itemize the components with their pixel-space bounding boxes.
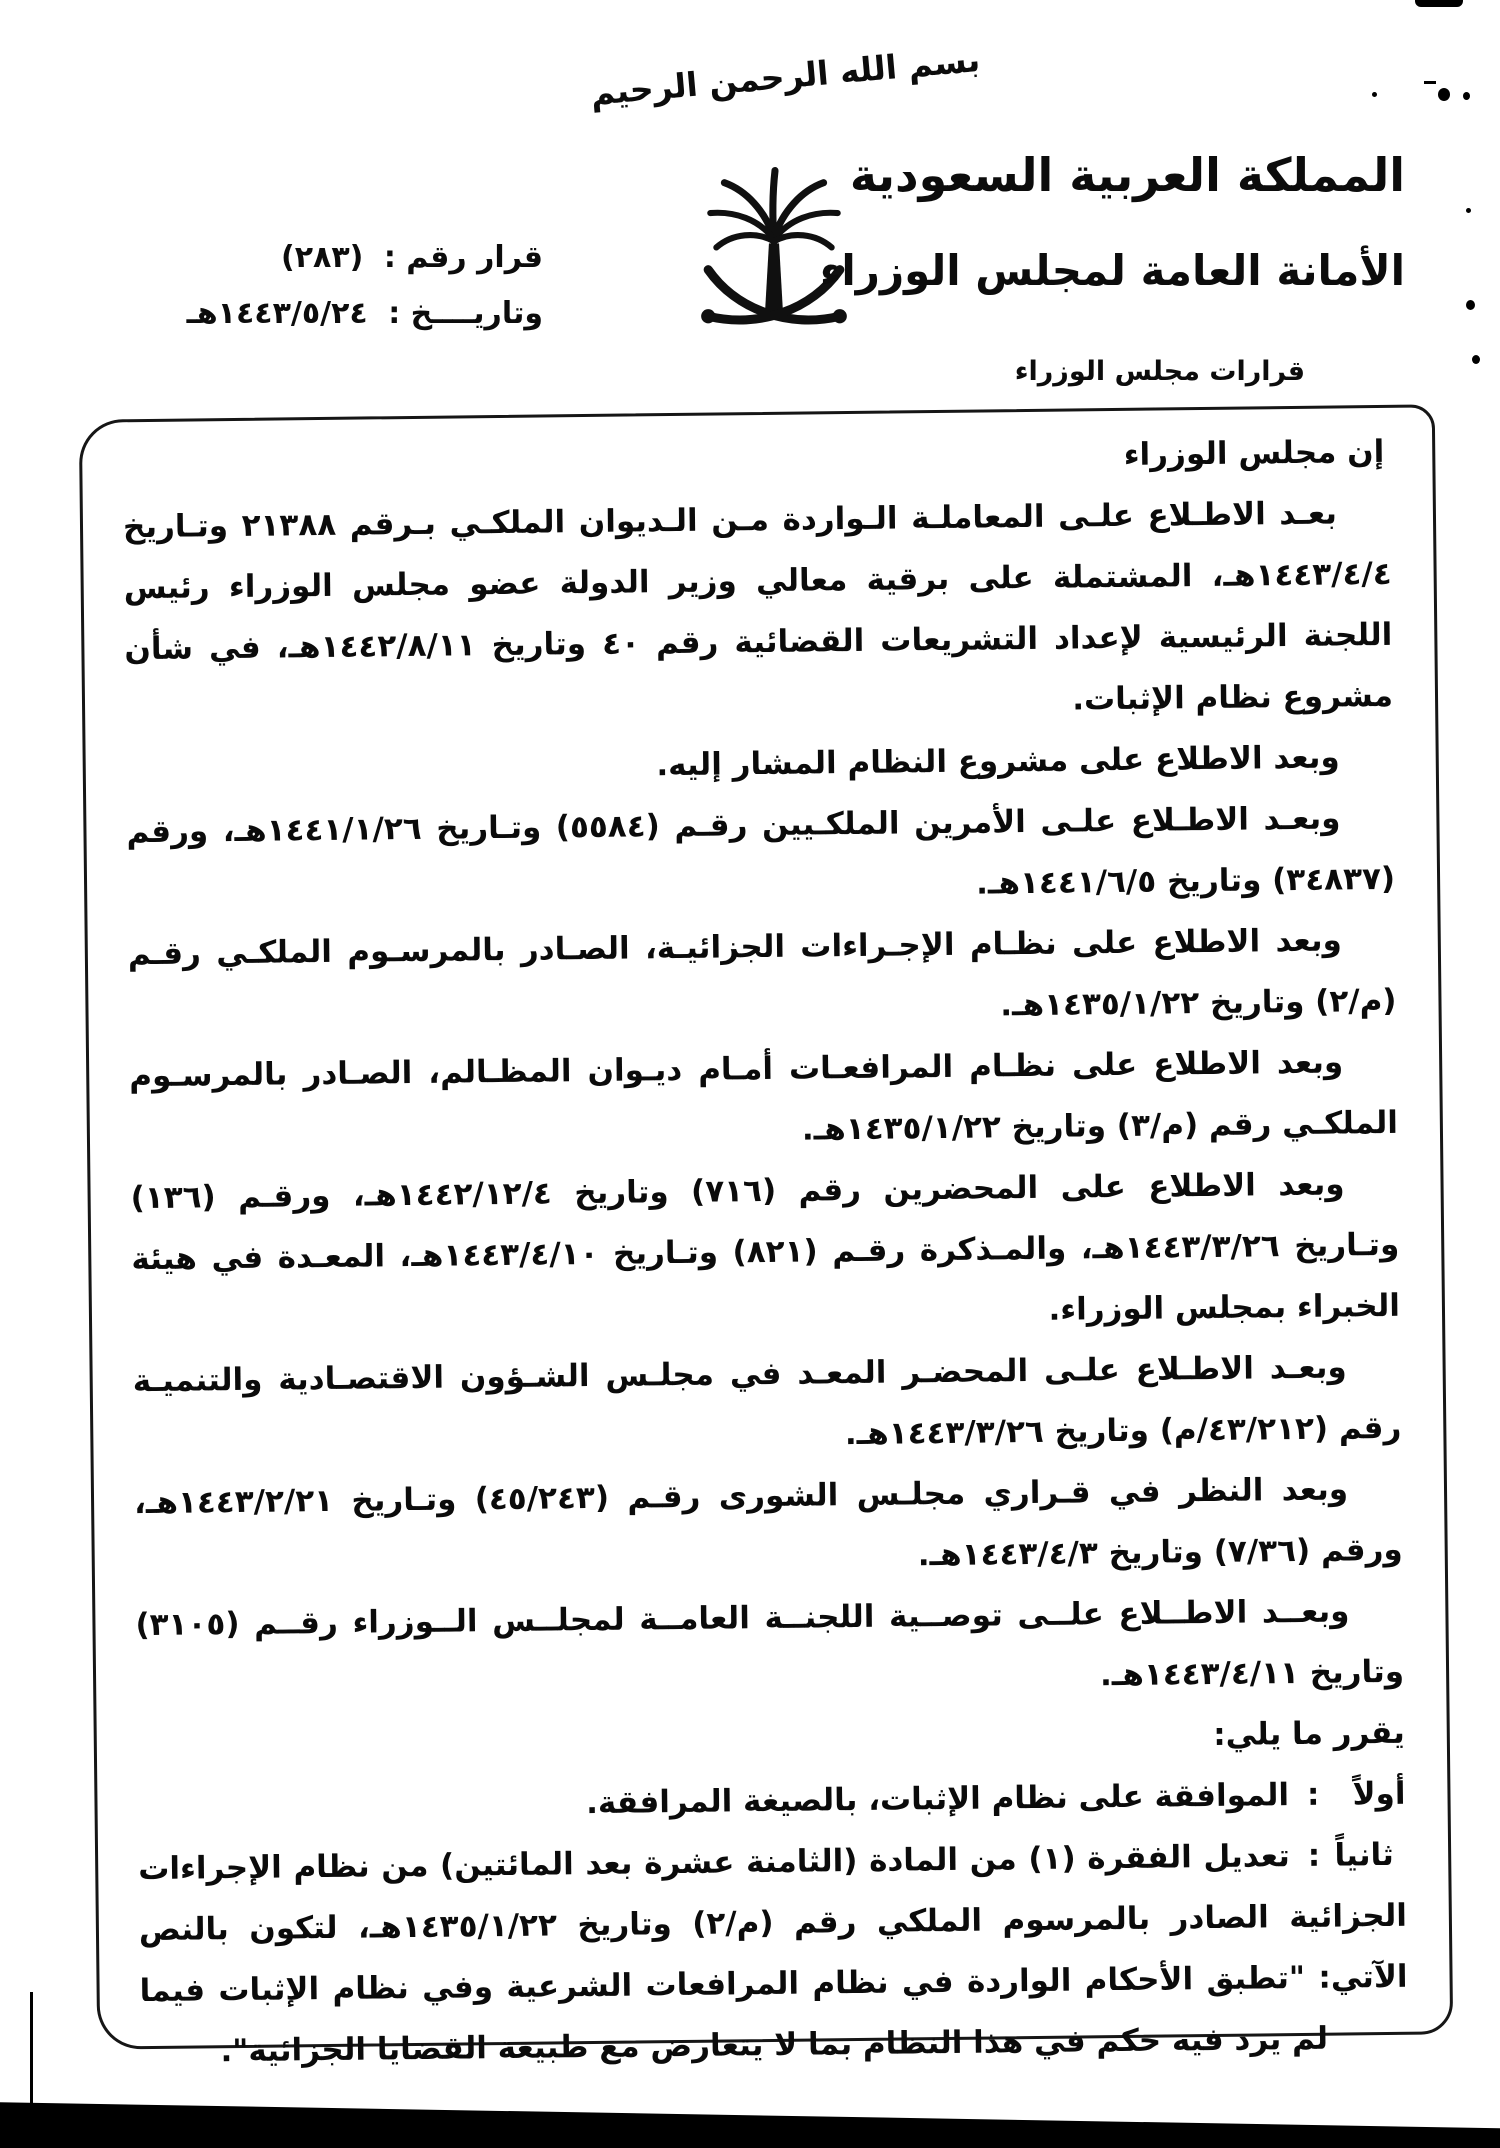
recital-paragraph-9: وبعــد الاطــلاع علــى توصــية اللجنــة العامــة لمجلــس الــوزراء رقــم (٣١٠٥) وتاريخ ١٤٤٣/٤/١١هـ. [135, 1593, 1405, 1694]
decision-1-label: أولاً [1352, 1775, 1406, 1813]
scan-artifact-bottom-wedge [0, 2096, 1500, 2148]
decree-date-line [187, 286, 543, 342]
decree-date-label: وتاريــــخ : [388, 296, 543, 331]
decision-2-text: تعديل الفقرة (١) من المادة (الثامنة عشرة بعد المائتين) من نظام الإجراءات الجزائية الصادر بالمرسوم الملكي رقم (م/٢) وتاريخ ١٤٣٥/١/٢٢هـ، لتكون بالنص الآتي: "تطبق الأحكام الواردة في نظام المرافعات الشرعية وفي نظام الإثبات فيما لم يرد فيه حكم في هذا النظام بما لا يتعارض مع طبيعة القضايا الجزائية". [138, 1838, 1408, 2070]
scan-artifact-top-tick [1415, 0, 1463, 7]
scan-artifact-dash [1424, 81, 1436, 84]
recital-paragraph-7: وبعـد الاطـلاع علـى المحضـر المعـد في مجلـس الشـؤون الاقتصـادية والتنميـة رقم (⁦٤٣/٢١٢/م⁩) وتاريخ ١٤٤٣/٣/٢٦هـ. [132, 1349, 1402, 1453]
decree-body-box [79, 404, 1453, 2070]
scan-artifact-dot [1372, 92, 1377, 97]
recital-paragraph-5: وبعد الاطلاع على نظـام المرافعـات أمـام ديـوان المظـالم، الصـادر بالمرسـوم الملكـي رقم (م/٣) وتاريخ ١٤٣٥/١/٢٢هـ. [129, 1044, 1399, 1148]
decree-date-value: ١٤٤٣/٥/٢٤هـ [186, 296, 368, 331]
decision-1-separator: : [1306, 1776, 1320, 1813]
secretariat-title: الأمانة العامة لمجلس الوزراء [819, 246, 1405, 295]
scan-artifact-dot [1472, 355, 1480, 364]
scan-artifact-dot [1463, 92, 1470, 100]
decision-1-text: الموافقة على نظام الإثبات، بالصيغة المرافقة. [585, 1777, 1290, 1822]
opening-line: إن مجلس الوزراء [1123, 433, 1385, 473]
scan-artifact-dot [1466, 208, 1471, 213]
recital-paragraph-6: وبعد الاطلاع على المحضرين رقم (٧١٦) وتاريخ ١٤٤٢/١٢/٤هـ، ورقـم (١٣٦) وتـاريخ ١٤٤٣/٣/٢٦هـ، والمـذكرة رقـم (٨٢١) وتـاريخ ١٤٤٣/٤/١٠هـ، المعـدة في هيئة الخبراء بمجلس الوزراء. [130, 1166, 1401, 1328]
decision-2-separator: : [1307, 1837, 1321, 1874]
kingdom-title: المملكة العربية السعودية [849, 148, 1405, 202]
decree-meta [187, 230, 543, 342]
decision-item-2 [138, 1825, 1409, 2083]
decree-number-line [187, 230, 543, 286]
recital-paragraph-8: وبعد النظر في قـراري مجلـس الشورى رقـم (٤٥/٢٤٣) وتـاريخ ١٤٤٣/٢/٢١هـ، ورقم (٧/٣٦) وتاريخ ١٤٤٣/٤/٣هـ. [133, 1471, 1403, 1574]
decision-2-label: ثانياً [1334, 1836, 1394, 1874]
decree-number-label: قرار رقم : [383, 240, 543, 275]
scan-artifact-dot [1466, 300, 1475, 310]
recital-paragraph-1: بعـد الاطـلاع علـى المعاملـة الـواردة مـن الـديوان الملكـي بـرقم ٢١٣٨٨ وتـاريخ ١٤٤٣/٤/٤هـ، المشتملة على برقية معالي وزير الدولة عضو مجلس الوزراء رئيس اللجنة الرئيسية لإعداد التشريعات القضائية رقم ٤٠ وتاريخ ١٤٤٢/٨/١١هـ، في شأن مشروع نظام الإثبات. [122, 495, 1394, 718]
recital-paragraph-4: وبعد الاطلاع على نظـام الإجـراءات الجزائيـة، الصـادر بالمرسـوم الملكـي رقـم (م/٢) وتاريخ ١٤٣٥/١/٢٢هـ. [127, 922, 1397, 1024]
recital-paragraph-3: وبعـد الاطـلاع علـى الأمرين الملكـيين رقـم (٥٥٨٤) وتـاريخ ١٤٤١/١/٢٦هـ، ورقم (٣٤٨٣٧) وتاريخ ١٤٤١/٦/٥هـ. [126, 800, 1396, 902]
resolution-intro: يقرر ما يلي: [1213, 1714, 1405, 1753]
decree-number-value: (٢٨٣) [280, 240, 364, 275]
recital-paragraph-2: وبعد الاطلاع على مشروع النظام المشار إليه. [656, 739, 1340, 784]
bismillah-calligraphy: بسم الله الرحمن الرحيم [588, 39, 982, 113]
scan-artifact-dot [1438, 88, 1450, 101]
decisions-caption: قرارات مجلس الوزراء [1014, 356, 1305, 387]
scan-artifact-left-line [30, 1992, 33, 2104]
